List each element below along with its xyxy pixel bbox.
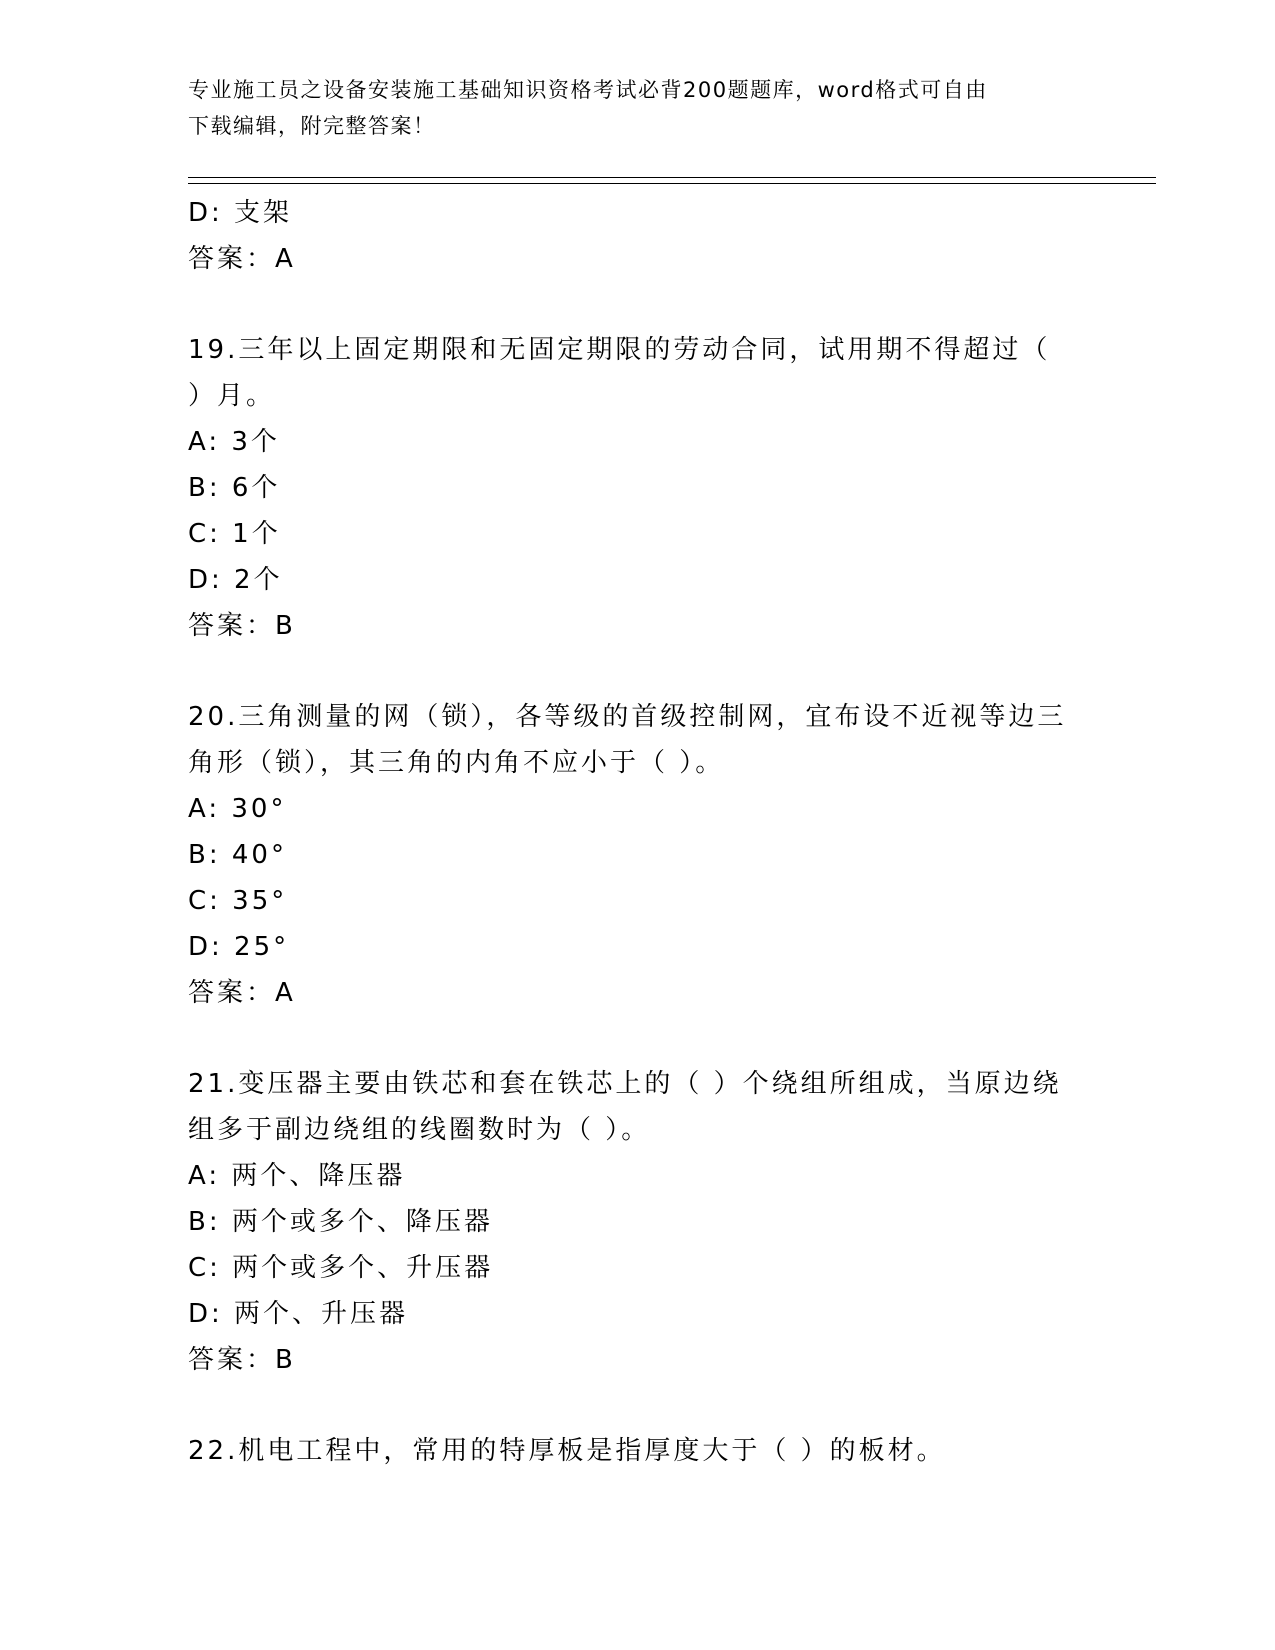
option-a: A: 两个、降压器	[188, 1161, 406, 1191]
option-c: C: 1个	[188, 519, 281, 549]
option-c: C: 35°	[188, 886, 288, 916]
prev-answer: 答案：A	[188, 244, 296, 274]
header-divider-bottom	[188, 183, 1156, 184]
prev-option-d: D: 支架	[188, 198, 293, 228]
question-text-line-1: 22.机电工程中，常用的特厚板是指厚度大于（ ）的板材。	[188, 1436, 946, 1466]
option-d: D: 两个、升压器	[188, 1299, 409, 1329]
option-d: D: 2个	[188, 565, 283, 595]
option-d: D: 25°	[188, 932, 290, 962]
header-line-2: 下载编辑，附完整答案！	[188, 114, 436, 138]
option-a: A: 3个	[188, 427, 280, 457]
option-b: B: 6个	[188, 473, 281, 503]
question-text-line-1: 21.变压器主要由铁芯和套在铁芯上的（ ）个绕组所组成，当原边绕	[188, 1069, 1062, 1099]
header-divider-top	[188, 177, 1156, 178]
question-22	[188, 1428, 1088, 1474]
option-a: A: 30°	[188, 794, 287, 824]
answer: 答案：A	[188, 978, 296, 1008]
question-text-line-2: 组多于副边绕组的线圈数时为（ ）。	[188, 1115, 651, 1145]
question-text-line-2: 角形（锁），其三角的内角不应小于（ ）。	[188, 748, 725, 778]
question-text-line-1: 19.三年以上固定期限和无固定期限的劳动合同，试用期不得超过（	[188, 335, 1051, 365]
question-20	[188, 694, 1088, 1016]
answer: 答案：B	[188, 1345, 296, 1375]
option-b: B: 40°	[188, 840, 287, 870]
option-c: C: 两个或多个、升压器	[188, 1253, 494, 1283]
document-header	[188, 72, 1068, 144]
question-21	[188, 1061, 1088, 1383]
question-text-line-2: ）月。	[188, 381, 276, 411]
question-list	[188, 190, 1088, 1474]
header-line-1: 专业施工员之设备安装施工基础知识资格考试必背200题题库，word格式可自由	[188, 78, 988, 102]
question-text-line-1: 20.三角测量的网（锁），各等级的首级控制网，宜布设不近视等边三	[188, 702, 1067, 732]
question-19	[188, 327, 1088, 649]
option-b: B: 两个或多个、降压器	[188, 1207, 493, 1237]
answer: 答案：B	[188, 611, 296, 641]
